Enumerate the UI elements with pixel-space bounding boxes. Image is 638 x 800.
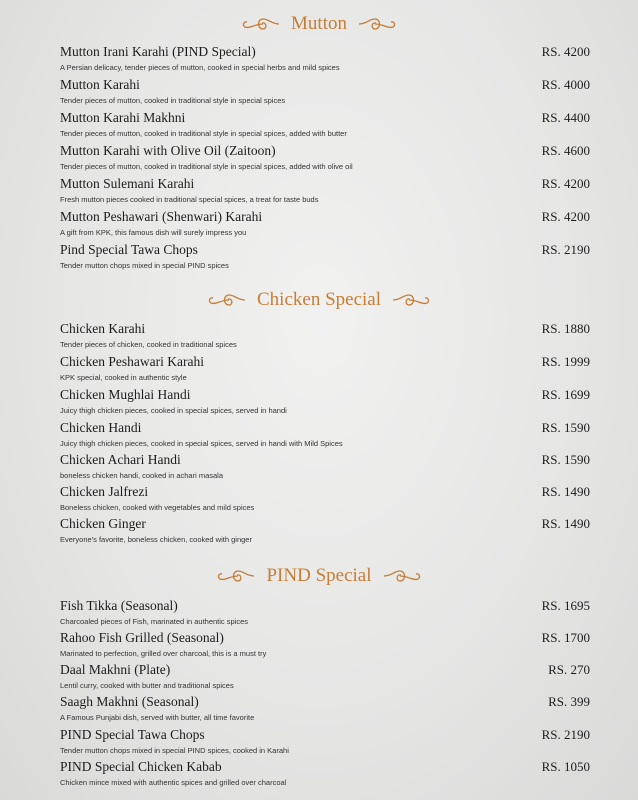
item-name: Daal Makhni (Plate) <box>60 662 171 677</box>
item-price: RS. 1699 <box>541 387 590 402</box>
item-name: Chicken Ginger <box>60 516 146 531</box>
item-price: RS. 4200 <box>541 44 590 59</box>
menu-item <box>60 321 590 353</box>
section-title: Mutton <box>291 13 347 34</box>
menu-item <box>60 387 590 419</box>
menu-item <box>60 694 590 726</box>
flourish-left-icon <box>207 293 247 307</box>
item-description: Everyone's favorite, boneless chicken, cooked with ginger <box>60 535 252 544</box>
item-name: Mutton Irani Karahi (PIND Special) <box>60 44 256 59</box>
item-price: RS. 1999 <box>541 354 590 369</box>
item-name: Chicken Peshawari Karahi <box>60 354 204 369</box>
item-name: Chicken Jalfrezi <box>60 484 149 499</box>
item-description: Tender pieces of chicken, cooked in traditional spices <box>60 340 237 349</box>
item-name: Saagh Makhni (Seasonal) <box>60 694 199 709</box>
item-name: Pind Special Tawa Chops <box>60 242 198 257</box>
menu-item <box>60 759 590 791</box>
item-price: RS. 4600 <box>541 143 590 158</box>
item-price: RS. 1490 <box>541 516 590 531</box>
item-price: RS. 1880 <box>541 321 590 336</box>
menu-item <box>60 110 590 142</box>
flourish-left-icon <box>241 17 281 31</box>
menu-item <box>60 630 590 662</box>
item-name: Mutton Karahi <box>60 77 140 92</box>
item-name: Mutton Sulemani Karahi <box>60 176 195 191</box>
item-description: Lentil curry, cooked with butter and traditional spices <box>60 681 234 690</box>
item-description: Charcoaled pieces of Fish, marinated in authentic spices <box>60 617 249 626</box>
item-name: Rahoo Fish Grilled (Seasonal) <box>60 630 224 645</box>
item-name: Fish Tikka (Seasonal) <box>60 598 178 613</box>
item-name: PIND Special Chicken Kabab <box>60 759 222 774</box>
menu-item <box>60 420 590 452</box>
item-name: Mutton Karahi Makhni <box>60 110 186 125</box>
item-description: KPK special, cooked in authentic style <box>60 373 187 382</box>
menu-item <box>60 143 590 175</box>
item-price: RS. 1590 <box>541 420 590 435</box>
menu-item <box>60 354 590 386</box>
item-price: RS. 1490 <box>541 484 590 499</box>
item-name: Chicken Mughlai Handi <box>60 387 191 402</box>
menu-item <box>60 452 590 484</box>
item-description: Tender mutton chops mixed in special PIND spices <box>60 261 229 270</box>
item-price: RS. 4000 <box>541 77 590 92</box>
menu-item <box>60 242 590 274</box>
section-heading-chicken-special <box>0 285 638 315</box>
menu-item <box>60 176 590 208</box>
item-description: Chicken mince mixed with authentic spices and grilled over charcoal <box>60 778 287 787</box>
item-description: Tender pieces of mutton, cooked in traditional style in special spices <box>60 96 286 105</box>
menu-item <box>60 662 590 694</box>
item-price: RS. 1590 <box>541 452 590 467</box>
item-description: Marinated to perfection, grilled over charcoal, this is a must try <box>60 649 267 658</box>
flourish-left-icon <box>216 569 256 583</box>
item-price: RS. 4200 <box>541 209 590 224</box>
menu-item <box>60 484 590 516</box>
item-description: Tender pieces of mutton, cooked in traditional style in special spices, added with butter <box>60 129 347 138</box>
flourish-right-icon <box>391 293 431 307</box>
item-name: PIND Special Tawa Chops <box>60 727 205 742</box>
item-name: Mutton Peshawari (Shenwari) Karahi <box>60 209 263 224</box>
item-description: Tender mutton chops mixed in special PIND spices, cooked in Karahi <box>60 746 289 755</box>
section-heading-pind-special <box>0 561 638 591</box>
section-title: PIND Special <box>266 565 372 586</box>
item-name: Mutton Karahi with Olive Oil (Zaitoon) <box>60 143 276 158</box>
item-description: Juicy thigh chicken pieces, cooked in special spices, served in handi with Mild Spices <box>60 439 343 448</box>
menu-item <box>60 209 590 241</box>
item-price: RS. 270 <box>548 662 590 677</box>
section-title: Chicken Special <box>257 289 381 310</box>
menu-item <box>60 44 590 76</box>
flourish-right-icon <box>357 17 397 31</box>
item-description: A gift from KPK, this famous dish will surely impress you <box>60 228 247 237</box>
item-price: RS. 2190 <box>541 242 590 257</box>
item-price: RS. 2190 <box>541 727 590 742</box>
item-description: Juicy thigh chicken pieces, cooked in special spices, served in handi <box>60 406 287 415</box>
item-description: A Famous Punjabi dish, served with butter, all time favorite <box>60 713 255 722</box>
item-price: RS. 4200 <box>541 176 590 191</box>
item-price: RS. 1695 <box>541 598 590 613</box>
item-description: A Persian delicacy, tender pieces of mutton, cooked in special herbs and mild spices <box>60 63 340 72</box>
item-description: Tender pieces of mutton, cooked in traditional style in special spices, added with olive oil <box>60 162 353 171</box>
item-name: Chicken Achari Handi <box>60 452 181 467</box>
item-name: Chicken Karahi <box>60 321 146 336</box>
item-description: boneless chicken handi, cooked in achari masala <box>60 471 224 480</box>
menu-item <box>60 598 590 630</box>
item-price: RS. 4400 <box>541 110 590 125</box>
menu-item <box>60 727 590 759</box>
menu-item <box>60 516 590 548</box>
flourish-right-icon <box>382 569 422 583</box>
item-price: RS. 1700 <box>541 630 590 645</box>
item-name: Chicken Handi <box>60 420 142 435</box>
section-heading-mutton <box>0 9 638 39</box>
item-description: Fresh mutton pieces cooked in traditional special spices, a treat for taste buds <box>60 195 319 204</box>
item-description: Boneless chicken, cooked with vegetables and mild spices <box>60 503 255 512</box>
menu-item <box>60 77 590 109</box>
item-price: RS. 1050 <box>541 759 590 774</box>
item-price: RS. 399 <box>548 694 590 709</box>
